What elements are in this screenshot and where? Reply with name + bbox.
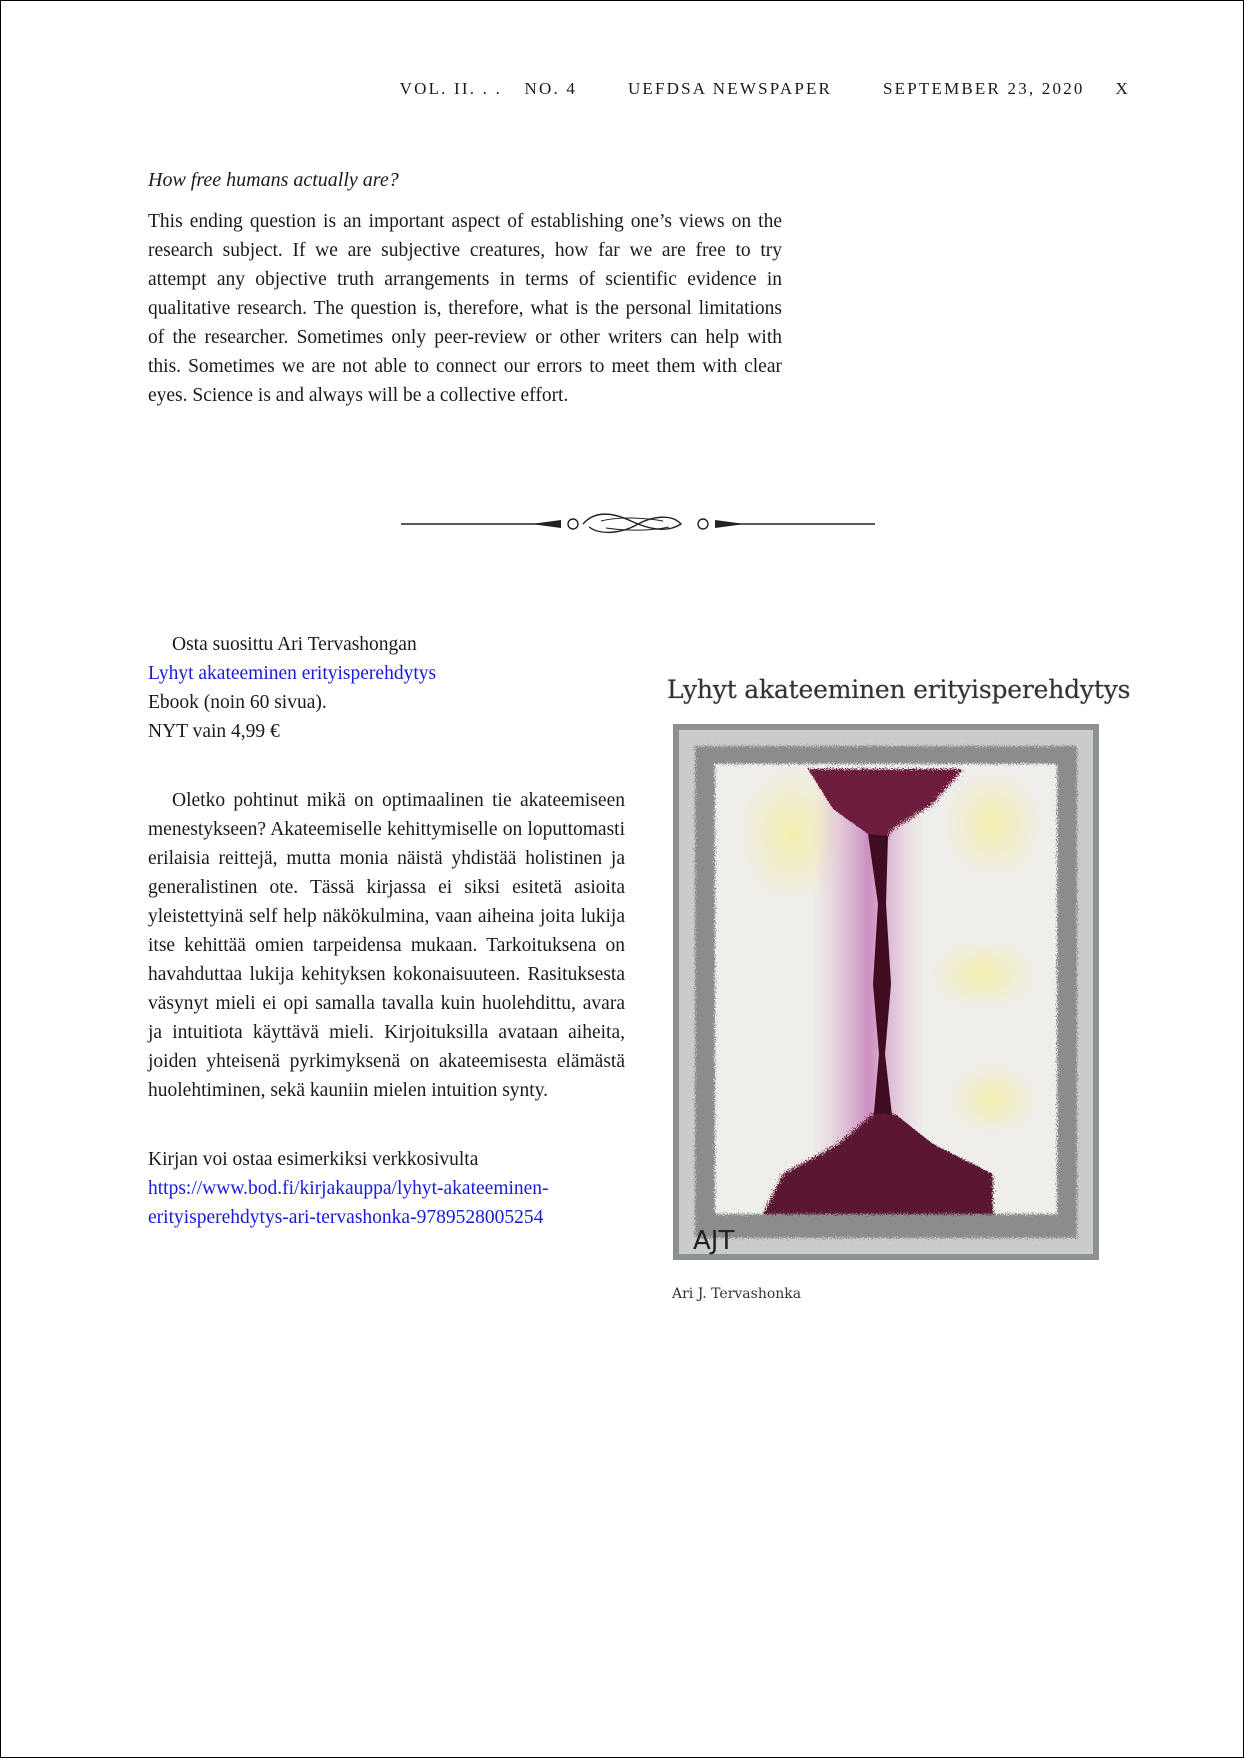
ornament-divider-icon	[401, 509, 875, 539]
buy-block	[148, 1145, 625, 1232]
article-heading: How free humans actually are?	[148, 169, 399, 191]
cover-painting	[673, 724, 1099, 1260]
book-promo-column	[148, 630, 625, 1232]
cover-title: Lyhyt akateeminen erityisperehdytys	[667, 675, 1131, 704]
header-date: SEPTEMBER 23, 2020	[883, 79, 1085, 98]
url-line-2: erityisperehdytys-ari-tervashonka-9789528005254	[148, 1207, 544, 1228]
header-number: NO. 4	[524, 79, 578, 98]
article-section	[148, 166, 782, 410]
book-cover-image	[655, 669, 1131, 1319]
article-body: This ending question is an important aspect of establishing one’s views on the research subject. If we are subjective creatures, how far we are free to try attempt any objective truth arrangements in terms of scientific evidence in qualitative research. The question is, therefore, what is the personal limitations of the researcher. Sometimes only peer-review or other writers can help with this. Sometimes we are not able to connect our errors to meet them with clear eyes. Science is and always will be a collective effort.	[148, 211, 782, 406]
cover-signature: AJT	[693, 1226, 735, 1256]
header-publication: UEFDSA NEWSPAPER	[627, 79, 833, 98]
buy-text: Kirjan voi ostaa esimerkiksi verkkosivulta	[148, 1149, 479, 1170]
promo-intro: Osta suosittu Ari Tervashongan	[172, 634, 417, 655]
book-description: Oletko pohtinut mikä on optimaalinen tie akateemiseen menestykseen? Akateemiselle kehittymiselle on loputtomasti erilaisia reittejä, mutta monia näistä yhdistää holistinen ja generalistinen ote. Tässä kirjassa ei siksi esitetä asioita yleistettyinä self help näkökulmina, vaan aiheina joita lukija itse kehittää omien tarpeidensa mukaan. Tarkoituksena on havahduttaa lukija kehityksen kokonaisuuteen. Rasituksesta väsynyt mieli ei opi samalla tavalla kuin huolehdittu, avara ja intuitiota käyttävä mieli. Kirjoituksilla avataan aiheita, joiden yhteisenä pyrkimyksenä on akateemisesta elämästä huolehtiminen, sekä kauniin mielen intuition synty.	[148, 790, 625, 1101]
header-volume: VOL. II. . .	[399, 79, 503, 98]
header-page-number: X	[1115, 79, 1130, 98]
cover-author: Ari J. Tervashonka	[672, 1286, 802, 1302]
book-title-link[interactable]: Lyhyt akateeminen erityisperehdytys	[148, 663, 437, 684]
promo-format: Ebook (noin 60 sivua).	[148, 692, 327, 713]
bookstore-url-link[interactable]	[148, 1178, 549, 1228]
url-line-1: https://www.bod.fi/kirjakauppa/lyhyt-akateeminen-	[148, 1178, 549, 1199]
promo-block	[148, 630, 625, 746]
promo-price: NYT vain 4,99 €	[148, 721, 280, 742]
running-header	[400, 79, 1130, 99]
